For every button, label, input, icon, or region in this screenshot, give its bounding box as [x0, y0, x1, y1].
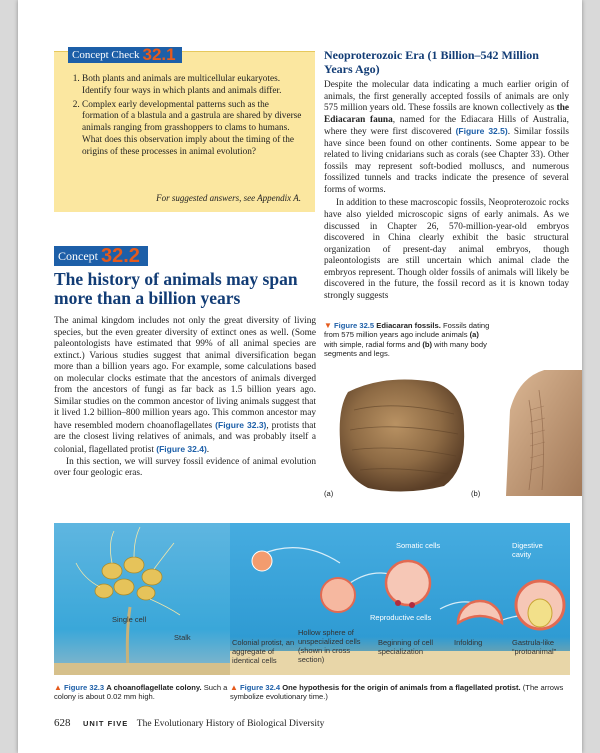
figure-32-5-part-b-ref: (b)	[422, 339, 433, 349]
figure-32-5-caption-text: Fossils dating from 575 million years ago include animals	[324, 321, 490, 340]
page-number: 628	[54, 717, 71, 729]
concept-body	[54, 316, 316, 480]
digestive-cavity-label: Digestive cavity	[512, 541, 543, 559]
figure-32-4-caption-text: (The arrows symbolize evolutionary time.)	[230, 683, 564, 702]
reproductive-cells-label: Reproductive cells	[370, 613, 432, 622]
figure-32-4-title: One hypothesis for the origin of animals from a flagellated protist.	[282, 683, 521, 692]
figure-32-4-panel	[230, 523, 570, 675]
concept-number: 32.2	[101, 245, 140, 267]
concept-check-box	[54, 45, 315, 212]
ediacaran-fossil-photos	[324, 370, 582, 500]
figure-32-3-panel	[54, 523, 237, 675]
question-2: 2. Complex early developmental patterns such as the formation of a blastula and a gastrula are shared by diverse animals ranging from grasshoppers to clams to humans. What does this observation imply about the timing of the origins of these processes in animal evolution?	[82, 100, 304, 159]
hollow-sphere-drawing	[321, 578, 355, 612]
era-p1-text-2: , named for the Ediacara Hills of Australia, where they were first discovered	[324, 114, 569, 138]
fossil-label-b: (b)	[471, 489, 481, 498]
stalk-label: Stalk	[174, 633, 191, 642]
era-body	[324, 80, 569, 302]
figure-32-5-number: Figure 32.5	[334, 321, 375, 330]
concept-label: Concept	[58, 248, 98, 263]
stage-hollow-sphere: Hollow sphere of unspecialized cells (shown in cross section)	[298, 628, 361, 664]
concept-tab	[54, 246, 148, 266]
era-paragraph-1	[324, 80, 569, 196]
concept-paragraph-1	[54, 316, 316, 457]
figure-32-5-caption	[324, 321, 494, 359]
fossil-photo-b	[506, 370, 582, 496]
era-p1-text-3: . Similar fossils have since been found on other continents. Some appear to be related to living cnidarians such as corals (see Chapter 33). Other fossils may represent soft-bodied molluscs, and numerous fossilized tunnels and tracks indicate the presence of several forms of worms.	[324, 127, 569, 195]
figure-32-3-number: Figure 32.3	[64, 683, 105, 692]
figure-32-5-title: Ediacaran fossils.	[376, 321, 441, 330]
question-1: 1. Both plants and animals are multicellular eukaryotes. Identify four ways in which plants and animals differ.	[82, 74, 304, 98]
ediacaran-fauna-term: the Ediacaran fauna	[324, 103, 569, 125]
answers-note: For suggested answers, see Appendix A.	[156, 193, 301, 203]
concept-check-questions	[62, 74, 304, 161]
colonial-protist-drawing	[252, 551, 272, 571]
unit-title: The Evolutionary History of Biological Diversity	[136, 719, 325, 729]
concept-check-tab	[68, 47, 182, 63]
concept-heading: The history of animals may span more than a billion years	[54, 269, 298, 308]
caption-triangle-icon: ▲	[230, 683, 238, 692]
figure-32-3-title: A choanoflagellate colony.	[106, 683, 202, 692]
figure-32-5-ref[interactable]: (Figure 32.5)	[455, 126, 508, 137]
choanoflagellate-colony-drawing	[54, 523, 237, 675]
stage-cell-specialization: Beginning of cell specialization	[378, 638, 434, 656]
cell-specialization-drawing	[386, 561, 430, 608]
concept-p1-text-2: , protists that are the closest living relatives of animals, and was probably itself a colonial, flagellated protist	[54, 420, 316, 456]
caption-triangle-icon: ▼	[324, 321, 332, 330]
figure-32-3-caption	[54, 683, 244, 702]
textbook-page	[18, 0, 582, 753]
figure-32-5-caption-text-2: with simple, radial forms and	[324, 339, 423, 349]
protoanimal-drawing	[516, 581, 564, 629]
figure-32-3-ref[interactable]: (Figure 32.3)	[215, 419, 267, 430]
fossil-photo-a	[340, 380, 465, 492]
single-cell-label: Single cell	[112, 615, 147, 624]
figure-32-4-caption	[230, 683, 578, 702]
stage-infolding: Infolding	[454, 638, 483, 647]
era-p1-text: Despite the molecular data indicating a much earlier origin of animals, the first generally accepted fossils of animals are only 575 million years old. These fossils are known collectively as	[324, 80, 569, 114]
figure-32-4-number: Figure 32.4	[240, 683, 281, 692]
concept-check-label: Concept Check	[72, 49, 140, 61]
era-paragraph-2: In addition to these macroscopic fossils, Neoproterozoic rocks have also yielded microscopic signs of early animals. As we discussed in Chapter 26, 570-million-year-old embryos discovered in China clearly exhibit the basic structural organization of present-day animal embryos, though paleontologists are still uncertain which animal clade the embryos represent. Though older fossils of animals will likely be discovered in the future, the fossil record as it is known today strongly suggests	[324, 198, 569, 301]
figure-32-3-caption-text: Such a colony is about 0.02 mm high.	[54, 683, 228, 702]
era-heading: Neoproterozoic Era (1 Billion–542 Million Years Ago)	[324, 48, 539, 76]
unit-label: UNIT FIVE	[83, 719, 129, 728]
somatic-cells-label: Somatic cells	[396, 541, 441, 550]
fossil-label-a: (a)	[324, 489, 334, 498]
figure-32-5-part-a-ref: (a)	[469, 330, 479, 340]
stage-colonial-protist: Colonial protist, an aggregate of identical cells	[232, 638, 295, 665]
infolding-drawing	[458, 601, 502, 623]
page-footer	[54, 717, 324, 729]
concept-p1-text: The animal kingdom includes not only the great diversity of living species, but the even greater diversity of extinct ones as well. (Some paleontologists have estimated that 99% of all animal species are extinct.) Various studies suggest that animal diversification began more than a billion years ago. For example, some calculations based on molecular clocks estimate that the ancestors of animals diverged from the ancestors of fungi as far back as 1.5 billion years ago. Similar studies on the common ancestor of living animals suggest that it lived 1.2 billion–800 million years ago. This common ancestor may have resembled modern choanoflagellates	[54, 316, 316, 431]
concept-p1-text-3: .	[206, 445, 210, 456]
figure-32-5-caption-text-3: with many body segments and legs.	[324, 339, 487, 359]
stage-protoanimal: Gastrula-like “protoanimal”	[512, 638, 557, 656]
concept-paragraph-2: In this section, we will survey fossil evidence of animal evolution over four geologic eras.	[54, 456, 316, 479]
figure-32-4-ref[interactable]: (Figure 32.4)	[156, 444, 207, 455]
caption-triangle-icon: ▲	[54, 683, 62, 692]
concept-check-number: 32.1	[142, 45, 176, 64]
